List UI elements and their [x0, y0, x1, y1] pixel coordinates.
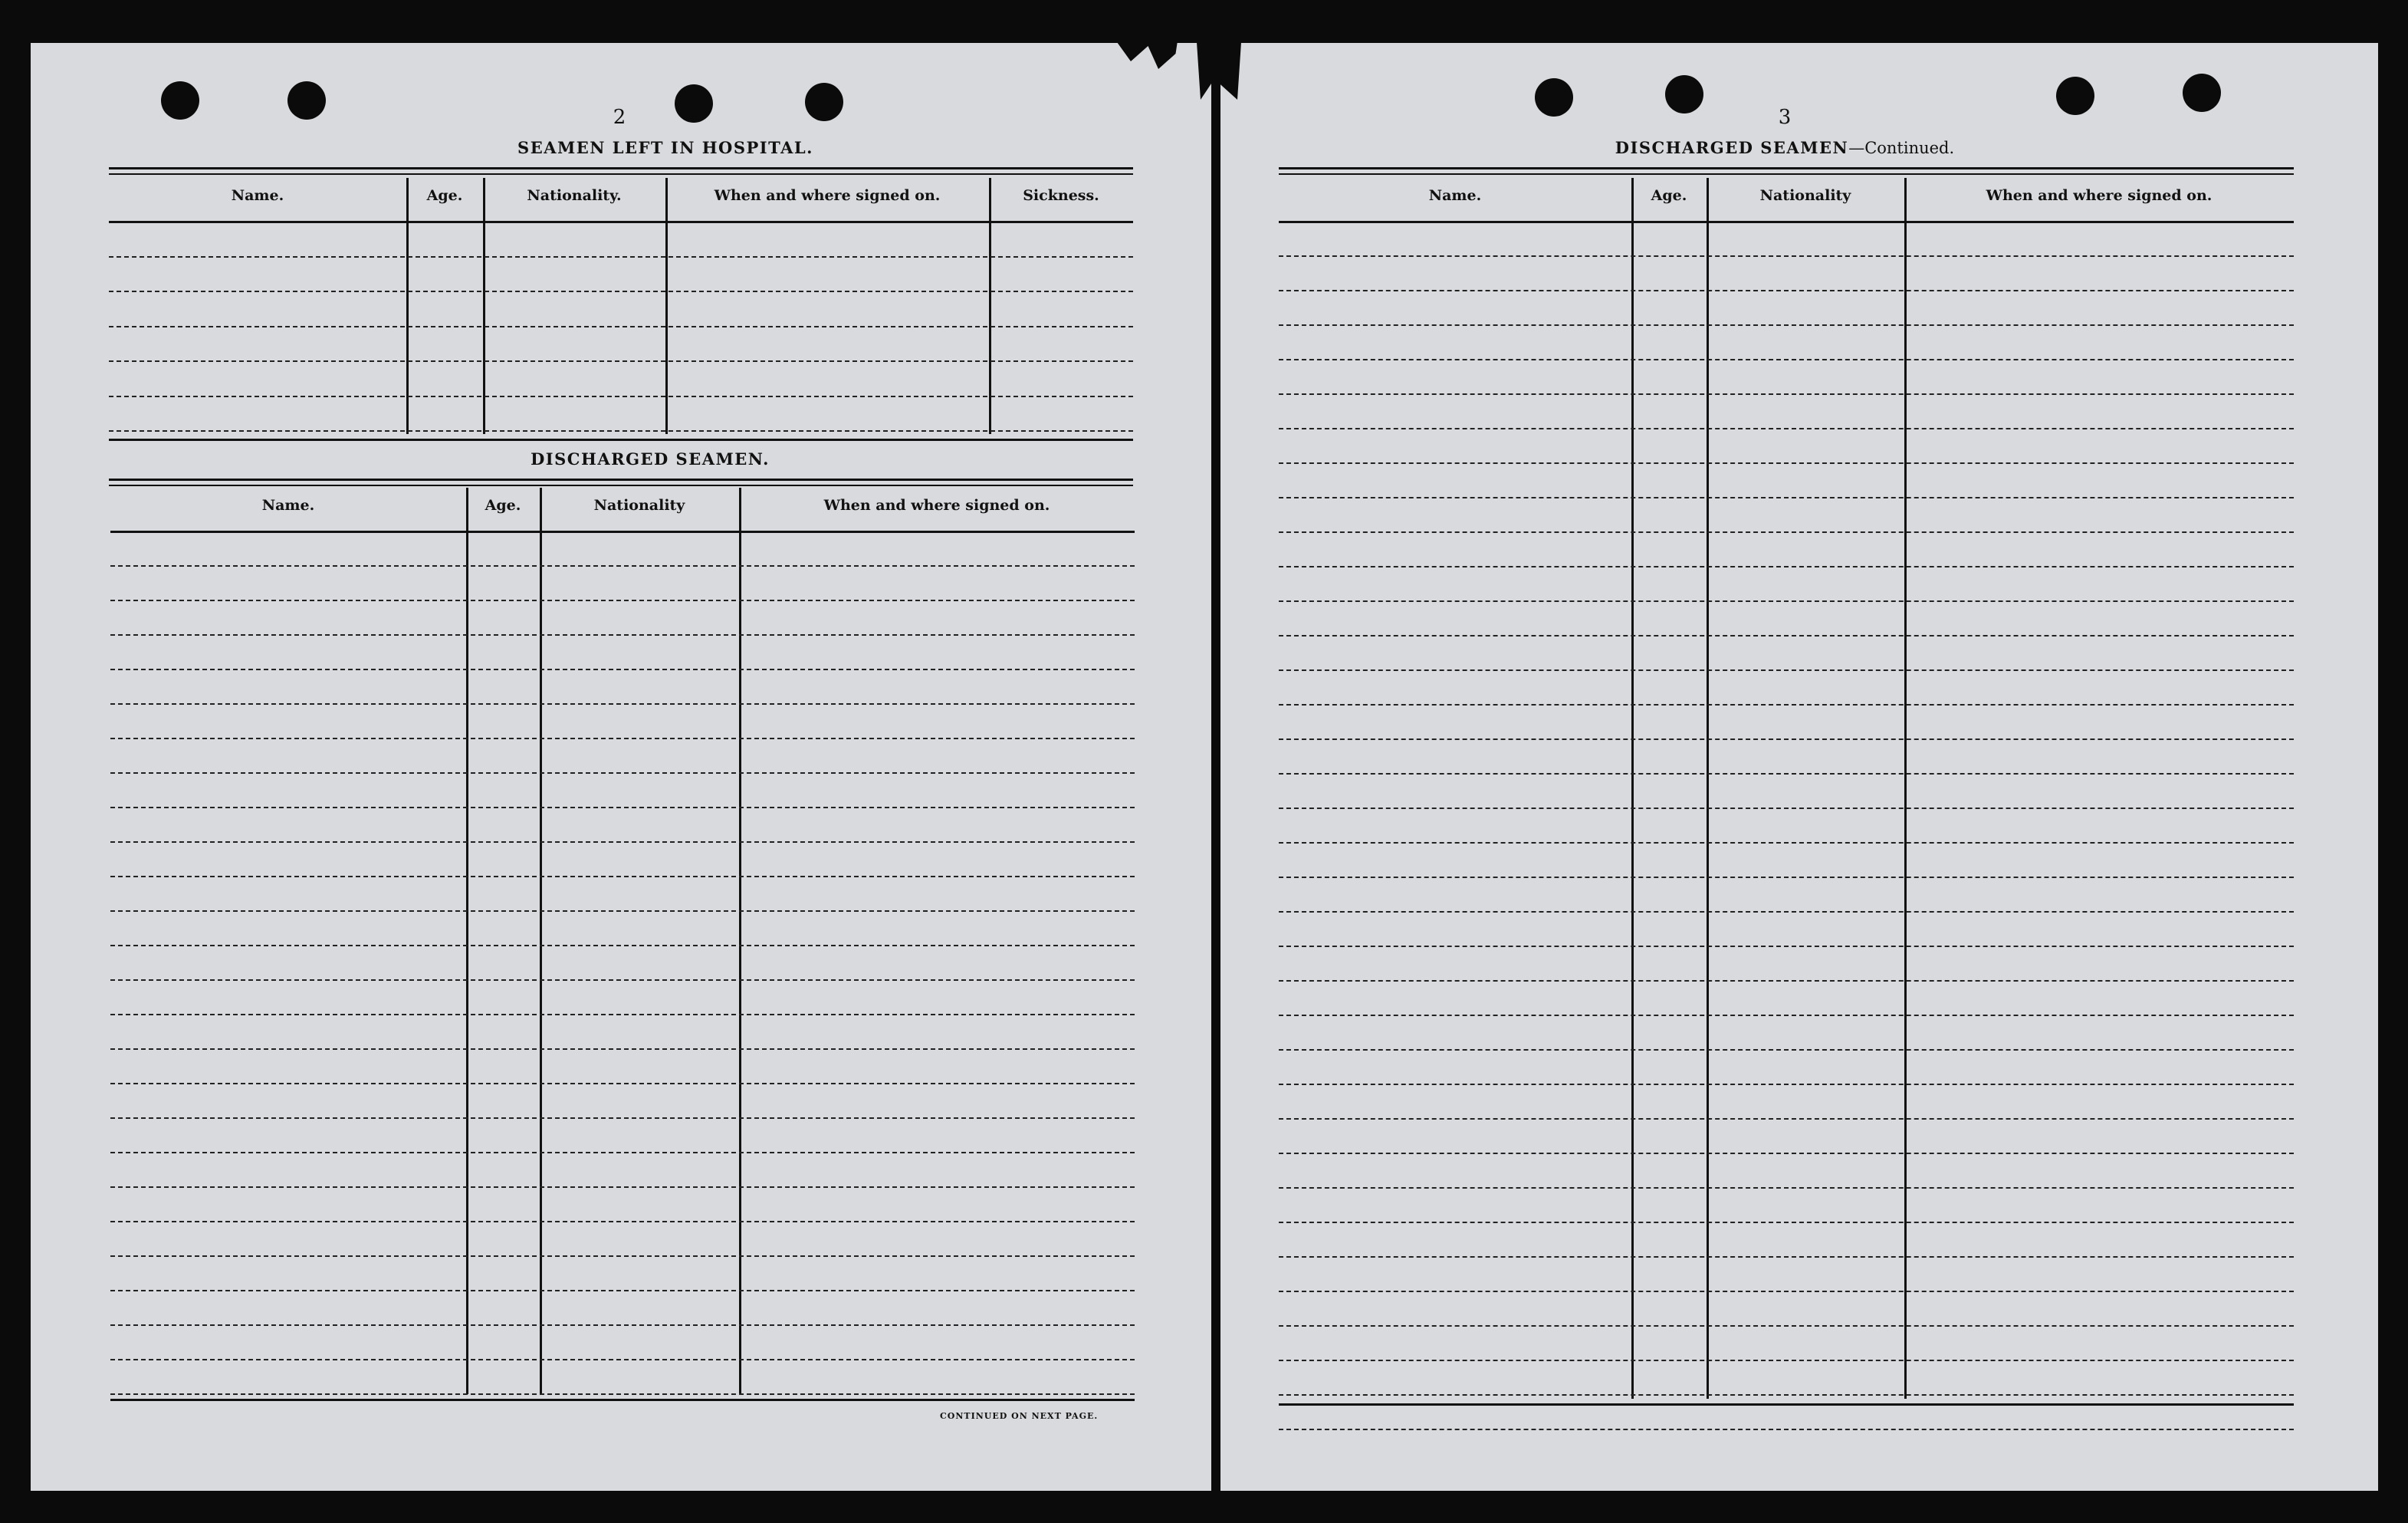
punch-hole: [1535, 78, 1573, 117]
entry-row: [1279, 704, 2294, 706]
entry-row: [1279, 1049, 2294, 1051]
discharged-section-title: DISCHARGED SEAMEN.: [531, 449, 770, 469]
column-header: Nationality.: [527, 187, 622, 204]
entry-row: [1279, 842, 2294, 844]
discharged-continued-title: [1555, 138, 2015, 157]
rule: [1279, 173, 2294, 175]
entry-row: [110, 876, 1135, 877]
entry-row: [110, 565, 1135, 567]
entry-row: [110, 807, 1135, 808]
entry-row: [1279, 566, 2294, 567]
page-number: 2: [613, 106, 626, 129]
title-main: DISCHARGED SEAMEN: [1615, 138, 1849, 157]
entry-row: [1279, 1084, 2294, 1085]
entry-row: [1279, 911, 2294, 913]
column-header: Nationality: [1759, 187, 1851, 204]
entry-row: [1279, 255, 2294, 257]
entry-row: [110, 772, 1135, 774]
entry-row: [1279, 980, 2294, 982]
entry-row: [110, 1255, 1135, 1257]
entry-row: [109, 396, 1133, 397]
entry-row: [110, 1014, 1135, 1015]
entry-row: [110, 841, 1135, 843]
column-header: Name.: [261, 497, 315, 514]
column-divider: [1707, 178, 1709, 1399]
entry-row: [1279, 462, 2294, 464]
column-header: Age.: [426, 187, 463, 204]
entry-row: [110, 910, 1135, 912]
punch-hole: [2056, 77, 2094, 115]
entry-row: [1279, 1153, 2294, 1154]
entry-row: [109, 326, 1133, 327]
entry-row: [1279, 877, 2294, 878]
entry-row: [110, 669, 1135, 670]
entry-row: [1279, 1325, 2294, 1327]
entry-row: [1279, 773, 2294, 775]
column-divider: [540, 488, 542, 1394]
entry-row: [1279, 290, 2294, 291]
entry-row: [1279, 635, 2294, 637]
entry-row: [1279, 808, 2294, 809]
entry-row: [1279, 946, 2294, 947]
entry-row: [1279, 428, 2294, 429]
entry-row: [1279, 324, 2294, 326]
entry-row: [110, 1393, 1135, 1395]
entry-row: [110, 979, 1135, 981]
rule: [109, 485, 1133, 486]
entry-row: [1279, 1187, 2294, 1189]
column-header: Name.: [1428, 187, 1482, 204]
column-divider: [1631, 178, 1634, 1399]
torn-edge: [1196, 31, 1242, 100]
entry-row: [1279, 669, 2294, 671]
hospital-section-title: SEAMEN LEFT IN HOSPITAL.: [517, 138, 813, 157]
entry-row: [1279, 1118, 2294, 1120]
rule: [109, 173, 1133, 175]
column-header: When and where signed on.: [714, 187, 941, 204]
header-rule: [110, 531, 1135, 533]
column-header: Nationality: [593, 497, 685, 514]
entry-row: [110, 600, 1135, 601]
entry-row: [1279, 1394, 2294, 1396]
entry-row: [110, 634, 1135, 636]
entry-row: [110, 1186, 1135, 1188]
column-divider: [1904, 178, 1907, 1399]
table-bottom-rule: [1279, 1403, 2294, 1406]
table-bottom-rule: [109, 439, 1133, 441]
entry-row: [1279, 600, 2294, 602]
entry-row: [1279, 393, 2294, 395]
entry-row: [110, 1324, 1135, 1326]
column-divider: [739, 488, 741, 1394]
entry-row: [1279, 1429, 2294, 1430]
page-number: 3: [1778, 106, 1792, 129]
entry-row: [110, 1117, 1135, 1119]
punch-hole: [2183, 74, 2221, 112]
title-suffix: —Continued.: [1848, 139, 1955, 157]
entry-row: [1279, 497, 2294, 498]
entry-row: [1279, 738, 2294, 740]
entry-row: [110, 1083, 1135, 1084]
header-rule: [1279, 221, 2294, 223]
entry-row: [109, 360, 1133, 362]
column-header: When and where signed on.: [823, 497, 1050, 514]
punch-hole: [1665, 75, 1703, 113]
entry-row: [110, 1290, 1135, 1291]
column-header: When and where signed on.: [1986, 187, 2213, 204]
punch-hole: [675, 84, 713, 123]
entry-row: [110, 945, 1135, 946]
entry-row: [1279, 531, 2294, 533]
left-page: [31, 43, 1211, 1491]
entry-row: [110, 1048, 1135, 1050]
entry-row: [110, 738, 1135, 739]
entry-row: [1279, 359, 2294, 360]
column-header: Age.: [485, 497, 521, 514]
rule: [109, 479, 1133, 481]
rule: [109, 167, 1133, 169]
entry-row: [109, 430, 1133, 432]
entry-row: [1279, 1291, 2294, 1292]
entry-row: [109, 256, 1133, 258]
punch-hole: [805, 83, 843, 121]
entry-row: [1279, 1360, 2294, 1361]
entry-row: [109, 291, 1133, 292]
column-header: Sickness.: [1023, 187, 1099, 204]
entry-row: [1279, 1256, 2294, 1258]
continued-note: CONTINUED ON NEXT PAGE.: [940, 1411, 1099, 1421]
punch-hole: [161, 81, 199, 120]
entry-row: [110, 1359, 1135, 1360]
column-header: Age.: [1651, 187, 1687, 204]
entry-row: [110, 1221, 1135, 1222]
entry-row: [1279, 1222, 2294, 1223]
entry-row: [110, 1152, 1135, 1153]
entry-row: [1279, 1015, 2294, 1016]
rule: [1279, 167, 2294, 169]
column-header: Name.: [231, 187, 284, 204]
column-divider: [466, 488, 468, 1394]
right-page: [1220, 43, 2378, 1491]
header-rule: [109, 221, 1133, 223]
entry-row: [110, 703, 1135, 705]
punch-hole: [287, 81, 326, 120]
table-bottom-rule: [110, 1399, 1135, 1401]
